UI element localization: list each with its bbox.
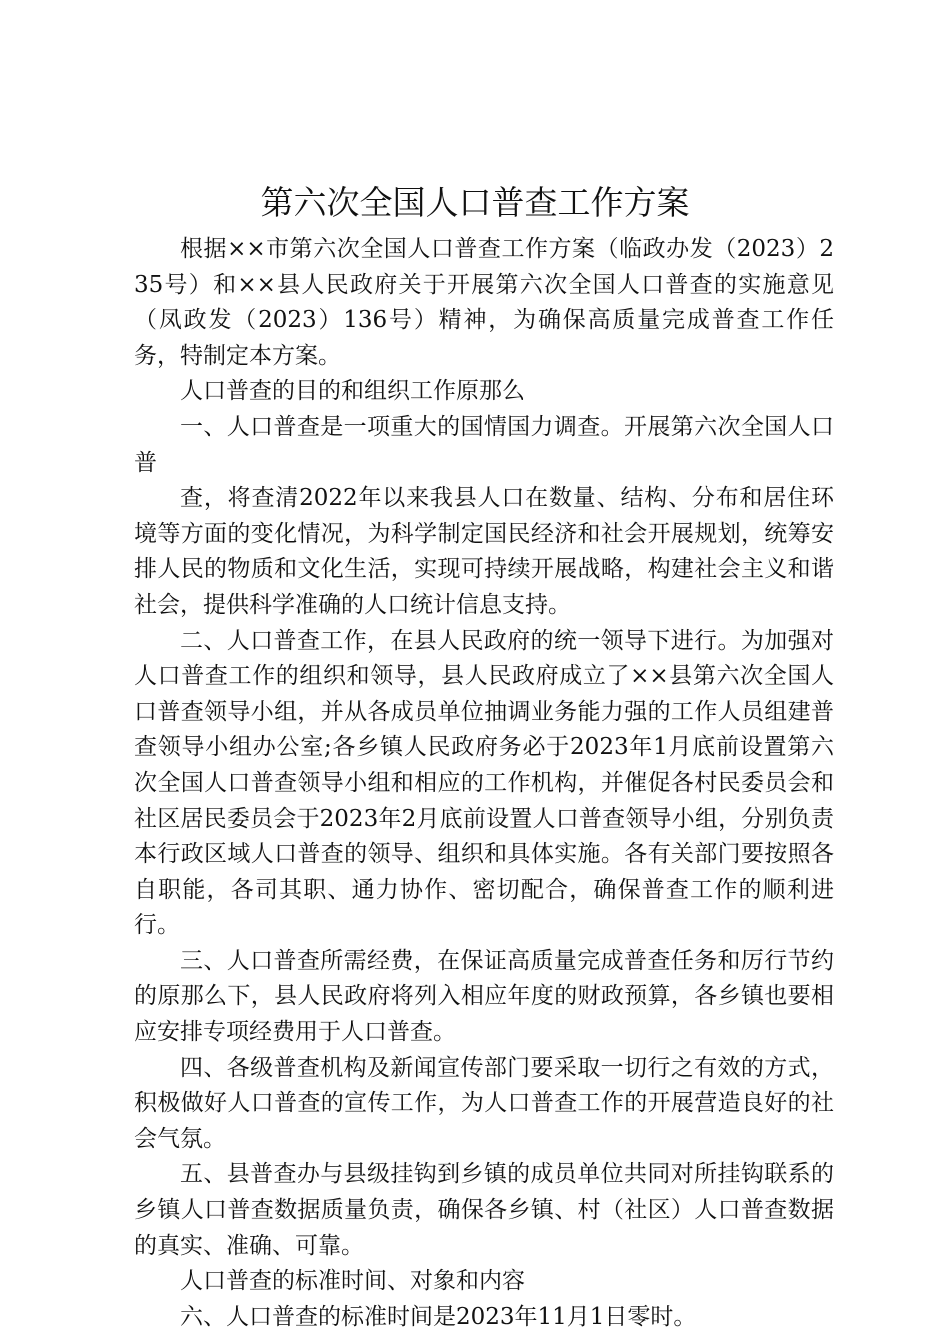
document-body — [134, 232, 834, 1335]
paragraph-item-2: 二、人口普查工作，在县人民政府的统一领导下进行。为加强对人口普查工作的组织和领导，县人民政府成立了××县第六次全国人口普查领导小组，并从各成员单位抽调业务能力强的工作人员组建普查领导小组办公室;各乡镇人民政府务必于2023年1月底前设置第六次全国人口普查领导小组和相应的工作机构，并催促各村民委员会和社区居民委员会于2023年2月底前设置人口普查领导小组，分别负责本行政区域人口普查的领导、组织和具体实施。各有关部门要按照各自职能，各司其职、通力协作、密切配合，确保普查工作的顺利进行。 — [134, 627, 834, 939]
paragraph-item-1-continued: 查，将查清2022年以来我县人口在数量、结构、分布和居住环境等方面的变化情况，为科学制定国民经济和社会开展规划，统筹安排人民的物质和文化生活，实现可持续开展战略，构建社会主义和谐社会，提供科学准确的人口统计信息支持。 — [134, 485, 834, 618]
paragraph-item-5: 五、县普查办与县级挂钩到乡镇的成员单位共同对所挂钩联系的乡镇人口普查数据质量负责，确保各乡镇、村（社区）人口普查数据的真实、准确、可靠。 — [134, 1161, 834, 1259]
document-title: 第六次全国人口普查工作方案 — [260, 183, 690, 222]
paragraph-item-3: 三、人口普查所需经费，在保证高质量完成普查任务和厉行节约的原那么下，县人民政府将列入相应年度的财政预算，各乡镇也要相应安排专项经费用于人口普查。 — [134, 947, 834, 1046]
section-heading-purpose: 人口普查的目的和组织工作原那么 — [180, 378, 525, 405]
paragraph-item-4: 四、各级普查机构及新闻宣传部门要采取一切行之有效的方式，积极做好人口普查的宣传工作，为人口普查工作的开展营造良好的社会气氛。 — [134, 1054, 834, 1152]
paragraph-item-1: 一、人口普查是一项重大的国情国力调查。开展第六次全国人口普 — [134, 413, 834, 476]
paragraph-intro: 根据××市第六次全国人口普查工作方案（临政办发（2023）235号）和××县人民政府关于开展第六次全国人口普查的实施意见（凤政发（2023）136号）精神，为确保高质量完成普查工作任务，特制定本方案。 — [134, 236, 834, 369]
section-heading-time: 人口普查的标准时间、对象和内容 — [180, 1268, 525, 1295]
paragraph-item-6: 六、人口普查的标准时间是2023年11月1日零时。 — [180, 1303, 697, 1330]
